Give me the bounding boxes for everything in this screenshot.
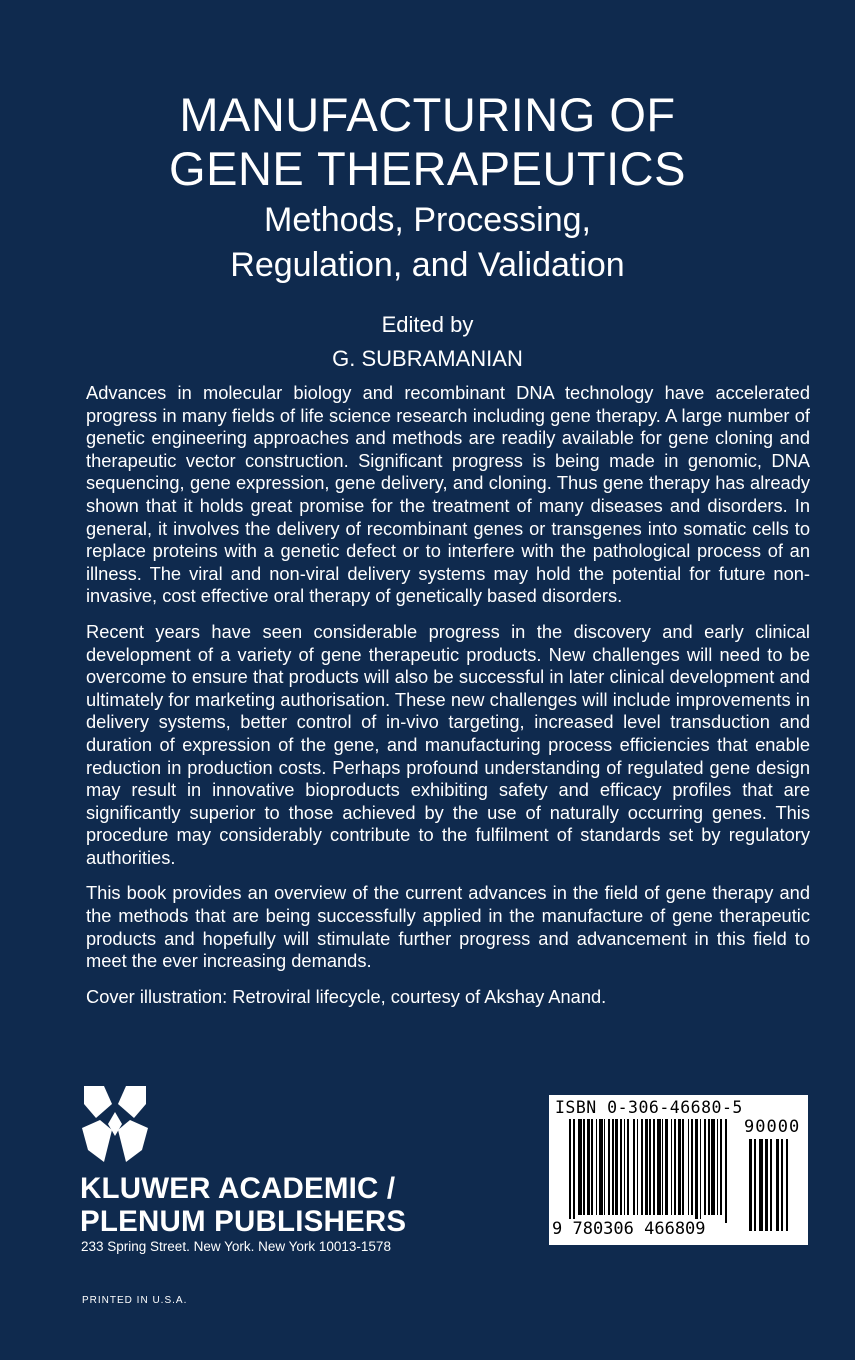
blurb-paragraph-1: Advances in molecular biology and recombinant DNA technology have accelerated progress in many fields of life science research including gene therapy. A large number of genetic engineering approaches and methods are readily available for gene cloning and therapeutic vector construction. Significant progress is being made in genomic, DNA sequencing, gene expression, gene delivery, and cloning. Thus gene therapy has already shown that it holds great promise for the treatment of many diseases and disorders. In general, it involves the delivery of recombinant genes or transgenes into somatic cells to replace proteins with a genetic defect or to interfere with the pathological process of an illness. The viral and non-viral delivery systems may hold the potential for future non-invasive, cost effective oral therapy of genetically based disorders. xyxy=(86,382,810,607)
subtitle-line-1: Methods, Processing, xyxy=(264,201,591,239)
ean-barcode xyxy=(569,1119,744,1223)
publisher-name xyxy=(80,1172,406,1238)
blurb xyxy=(86,382,810,1008)
barcode-panel xyxy=(549,1095,808,1245)
blurb-paragraph-3: This book provides an overview of the current advances in the field of gene therapy and the methods that are being successfully applied in the manufacture of gene therapeutic products and hopefully will stimulate further progress and advancement in this field to meet the ever increasing demands. xyxy=(86,882,810,972)
printed-in-label: PRINTED IN U.S.A. xyxy=(82,1295,188,1306)
price-barcode xyxy=(749,1139,803,1239)
title-line-1: MANUFACTURING OF xyxy=(179,88,676,141)
isbn-label: ISBN 0-306-46680-5 xyxy=(555,1098,743,1117)
title-block xyxy=(0,88,855,288)
blurb-paragraph-2: Recent years have seen considerable progress in the discovery and early clinical development of a variety of gene therapeutic products. New challenges will need to be overcome to ensure that products will also be successful in later clinical development and ultimately for marketing authorisation. These new challenges will include improvements in delivery systems, better control of in-vivo targeting, increased level transduction and duration of expression of the gene, and manufacturing process efficiencies that enable reduction in production costs. Perhaps profound understanding of regulated gene design may result in innovative bioproducts exhibiting safety and efficacy profiles that are significantly superior to those achieved by the use of naturally occurring genes. This procedure may considerably contribute to the fulfilment of standards set by regulatory authorities. xyxy=(86,620,810,868)
ean-number: 9 780306 466809 xyxy=(552,1219,706,1239)
publisher-name-line-2: PLENUM PUBLISHERS xyxy=(80,1205,407,1238)
publisher-address: 233 Spring Street. New York. New York 10013-1578 xyxy=(81,1239,391,1254)
title-line-2: GENE THERAPEUTICS xyxy=(169,142,686,195)
editor-name: G. SUBRAMANIAN xyxy=(332,346,523,371)
publisher-name-line-1: KLUWER ACADEMIC / xyxy=(80,1172,396,1205)
edited-by-label: Edited by xyxy=(381,312,474,337)
price-code: 90000 xyxy=(744,1117,801,1137)
kluwer-logo-icon xyxy=(82,1084,148,1164)
cover-credit: Cover illustration: Retroviral lifecycle, courtesy of Akshay Anand. xyxy=(86,985,607,1007)
subtitle-line-2: Regulation, and Validation xyxy=(230,246,625,284)
